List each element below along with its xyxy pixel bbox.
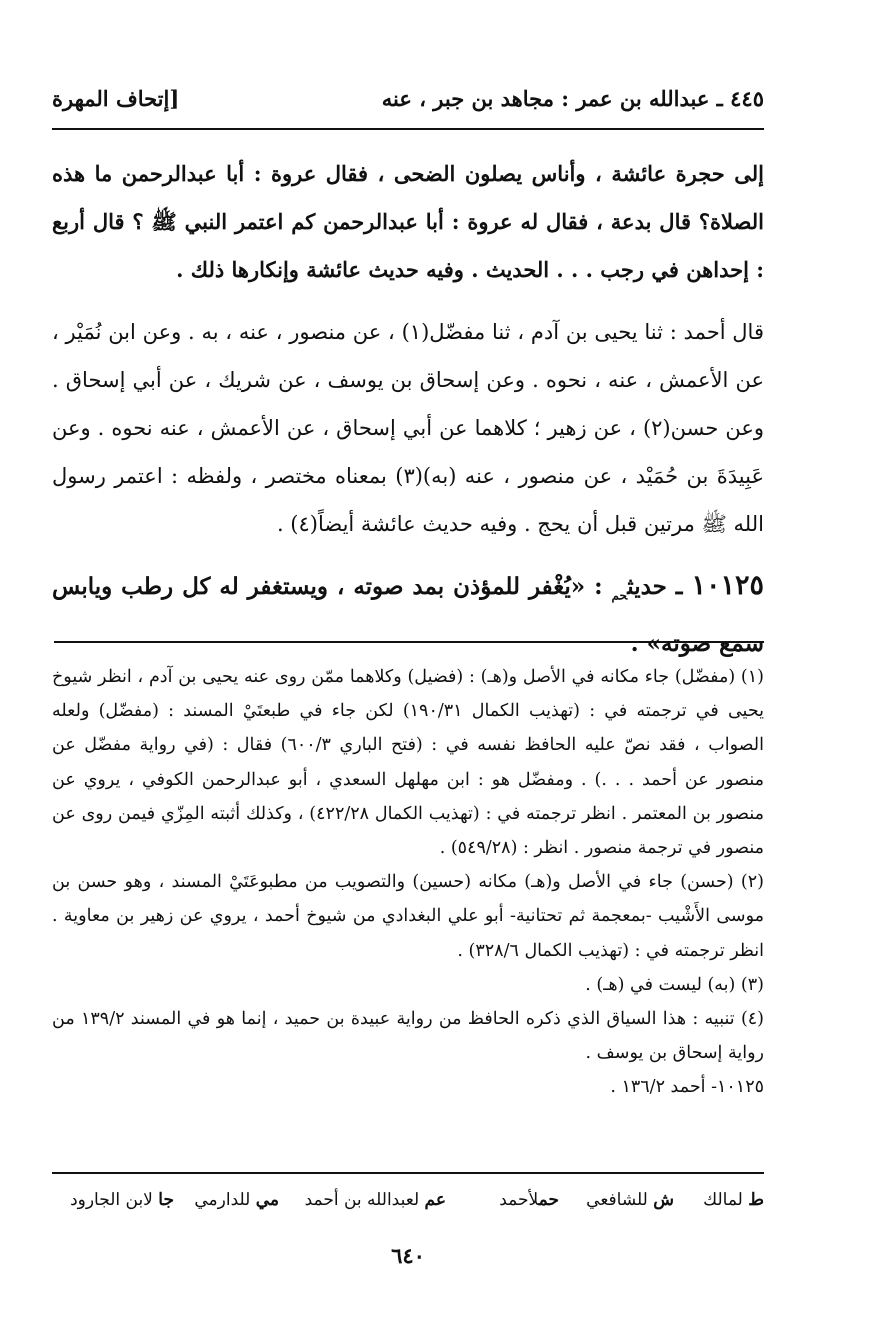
paragraph-continuation: إلى حجرة عائشة ، وأناس يصلون الضحى ، فقال عروة : أبا عبدالرحمن ما هذه الصلاة؟ قال بدعة ، فقال له عروة : أبا عبدالرحمن كم اعتمر النبي ﷺ ؟ قال أربع : إحداهن في رجب . . . الحديث . وفيه حديث عائشة وإنكارها ذلك . [52,161,764,282]
symbol-item: ط لمالك [703,1190,764,1210]
page-number: ٦٤٠ [391,1243,425,1268]
symbols-rule [52,1172,764,1174]
symbol-item: ش للشافعي [586,1190,674,1210]
footnote-4: (٤) تنبيه : هذا السياق الذي ذكره الحافظ من رواية عبيدة بن حميد ، إنما هو في المسند ١٣٩/٢ من رواية إسحاق بن يوسف . [52,1009,764,1064]
chapter-title: ٤٤٥ ـ عبدالله بن عمر : مجاهد بن جبر ، عنه [381,86,764,111]
symbol-item: مي للدارمي [194,1190,279,1210]
footnotes [52,660,764,1105]
main-text [52,150,764,668]
footnote-1: (١) (مفضّل) جاء مكانه في الأصل و(هـ) : (فضيل) وكلاهما ممّن روى عنه يحيى بن آدم ، انظر شيوخ يحيى في ترجمته في : (تهذيب الكمال ١٩٠/٣١) لكن جاء في طبعتَيْ المسند : (مفضّل) ولعله الصواب ، فقد نصّ عليه الحافظ نفسه في : (فتح الباري ٦٠٠/٣) فقال : (في رواية مفضّل عن منصور عن أحمد . . .) . ومفضّل هو : ابن مهلهل السعدي ، أبو عبدالرحمن الكوفي ، يروي عن منصور بن المعتمر . انظر ترجمته في : (تهذيب الكمال ٤٢٢/٢٨) ، وكذلك أثبته المِزّي فيمن روى عن منصور في ترجمة منصور . انظر : (٥٤٩/٢٨) . [52,667,764,859]
symbol-item: جا لابن الجارود [70,1190,174,1210]
symbol-legend [52,1190,764,1218]
hadith-text: : «يُغْفر للمؤذن بمد صوته ، ويستغفر له كل رطب ويابس سمع صوته» . [52,573,764,657]
header-rule [52,128,764,130]
book-title: [إتحاف المهرة [52,86,180,111]
symbol-item: حملأحمد [499,1190,559,1210]
paragraph-isnad: قال أحمد : ثنا يحيى بن آدم ، ثنا مفضّل(١) ، عن منصور ، عنه ، به . وعن ابن نُمَيْر ، عن الأعمش ، عنه ، نحوه . وعن إسحاق بن يوسف ، عن شريك ، عن أبي إسحاق . وعن حسن(٢) ، عن زهير ؛ كلاهما عن أبي إسحاق ، عن الأعمش ، عنه نحوه . وعن عَبِيدَةَ بن حُمَيْد ، عن منصور ، عنه (به)(٣) بمعناه مختصر ، ولفظه : اعتمر رسول الله ﷺ مرتين قبل أن يحج . وفيه حديث عائشة أيضاً(٤) . [52,320,764,536]
footnote-2: (٢) (حسن) جاء في الأصل و(هـ) مكانه (حسين) والتصويب من مطبوعَتَيْ المسند ، وهو حسن بن موسى الأَشْيب -بمعجمة ثم تحتانية- أبو علي البغدادي من شيوخ أحمد ، يروي عن زهير بن معاوية . انظر ترجمته في : (تهذيب الكمال ٣٢٨/٦) . [52,872,764,961]
footnote-source: ١٠١٢٥- أحمد ١٣٦/٢ . [610,1077,764,1098]
hadith-label: ـ حديث [627,573,692,600]
hadith-source-symbol: حم [611,588,628,603]
book-page [52,0,764,1333]
running-header [52,86,764,116]
hadith-number: ١٠١٢٥ [691,570,764,601]
symbol-item: عم لعبدالله بن أحمد [304,1190,446,1210]
footnote-3: (٣) (به) ليست في (هـ) . [585,974,764,995]
footnote-rule [54,641,764,643]
hadith-entry [52,562,764,668]
